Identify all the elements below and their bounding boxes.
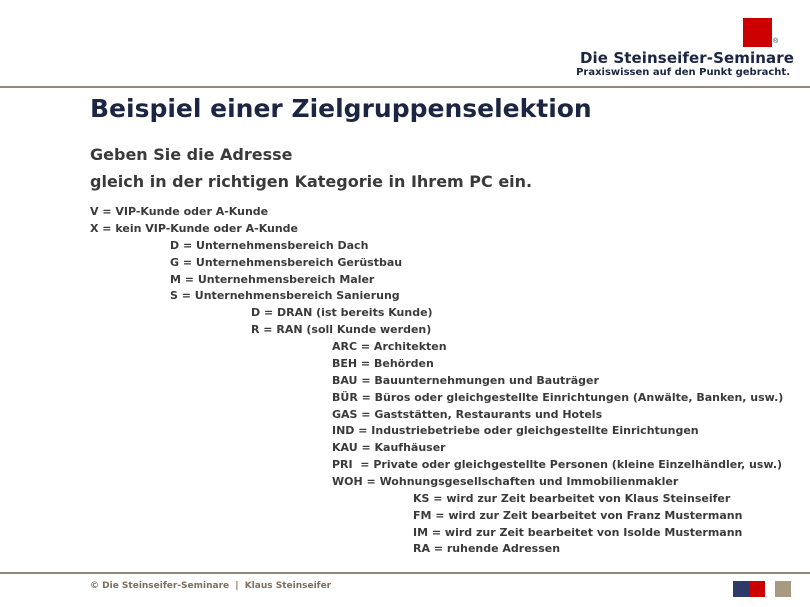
industry-kau: KAU = Kaufhäuser — [332, 441, 446, 454]
industry-ind: IND = Industriebetriebe oder gleichgestellte Einrichtungen — [332, 424, 699, 437]
owner-ks: KS = wird zur Zeit bearbeitet von Klaus Steinseifer — [413, 492, 731, 505]
footer-square-red — [749, 581, 765, 597]
industry-bau: BAU = Bauunternehmungen und Bauträger — [332, 374, 599, 387]
division-geruestbau: G = Unternehmensbereich Gerüstbau — [170, 256, 403, 269]
footer-company: © Die Steinseifer-Seminare — [90, 581, 230, 591]
subtitle-line-2: gleich in der richtigen Kategorie in Ihrem PC ein. — [90, 172, 533, 191]
footer-divider — [0, 572, 810, 574]
status-ran: R = RAN (soll Kunde werden) — [251, 323, 432, 336]
slide-title: Beispiel einer Zielgruppenselektion — [90, 94, 592, 123]
footer-square-blue — [733, 581, 749, 597]
subtitle-line-1: Geben Sie die Adresse — [90, 145, 293, 164]
industry-arc: ARC = Architekten — [332, 340, 447, 353]
owner-ra: RA = ruhende Adressen — [413, 542, 561, 555]
category-non-vip: X = kein VIP-Kunde oder A-Kunde — [90, 222, 299, 235]
header-divider — [0, 86, 810, 88]
footer-author: Klaus Steinseifer — [244, 581, 332, 591]
status-dran: D = DRAN (ist bereits Kunde) — [251, 306, 433, 319]
category-vip: V = VIP-Kunde oder A-Kunde — [90, 205, 269, 218]
industry-beh: BEH = Behörden — [332, 357, 434, 370]
division-maler: M = Unternehmensbereich Maler — [170, 273, 375, 286]
owner-fm: FM = wird zur Zeit bearbeitet von Franz Mustermann — [413, 509, 743, 522]
industry-gas: GAS = Gaststätten, Restaurants und Hotels — [332, 408, 603, 421]
footer-square-beige — [775, 581, 791, 597]
brand-name: Die Steinseifer-Seminare — [579, 49, 794, 67]
division-sanierung: S = Unternehmensbereich Sanierung — [170, 289, 400, 302]
division-dach: D = Unternehmensbereich Dach — [170, 239, 369, 252]
owner-im: IM = wird zur Zeit bearbeitet von Isolde Mustermann — [413, 526, 743, 539]
brand-tagline: Praxiswissen auf den Punkt gebracht. — [576, 67, 790, 78]
industry-woh: WOH = Wohnungsgesellschaften und Immobilienmakler — [332, 475, 679, 488]
industry-pri: PRI = Private oder gleichgestellte Personen (kleine Einzelhändler, usw.) — [332, 458, 783, 471]
logo-square — [743, 18, 772, 47]
footer-credit — [90, 581, 331, 591]
registered-mark: ® — [773, 38, 779, 45]
footer-separator: | — [235, 581, 239, 591]
industry-buer: BÜR = Büros oder gleichgestellte Einrichtungen (Anwälte, Banken, usw.) — [332, 391, 784, 404]
